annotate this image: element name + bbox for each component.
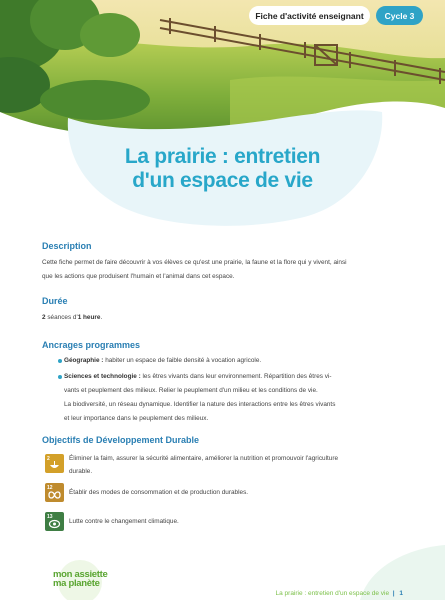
science-line-2: vants et peuplement des milieux. Relier le peuplement d'un milieu et les conditions de vie. <box>64 387 318 394</box>
anchor-geography-item <box>64 354 404 368</box>
geography-text: habiter un espace de faible densité à vocation agricole. <box>103 357 262 364</box>
bullet-icon <box>58 359 62 363</box>
footer-separator: | <box>390 590 395 597</box>
footer-title: La prairie : entretien d'un espace de vie <box>275 590 390 597</box>
sdg-item-3-text <box>69 515 405 528</box>
svg-text:12: 12 <box>47 485 53 491</box>
anchor-science-item <box>64 370 404 426</box>
goal-12-responsible-consumption-icon <box>45 483 64 502</box>
cycle-badge: Cycle 3 <box>376 6 423 25</box>
goal-2-zero-hunger-icon <box>45 454 64 473</box>
page-number: 1 <box>399 590 403 597</box>
svg-text:13: 13 <box>47 514 53 520</box>
sdg-item-2-text <box>69 486 405 499</box>
sdg-heading: Objectifs de Développement Durable <box>42 435 200 445</box>
description-line-2: que les actions que produisent l'humain et l'animal dans cet espace. <box>42 273 235 280</box>
geography-label: Géographie : <box>64 357 104 364</box>
header-illustration <box>0 0 445 240</box>
science-label: Sciences et technologie : <box>64 373 141 380</box>
duration-text-mid: séances d' <box>45 314 78 321</box>
logo-line-2: ma planète <box>53 578 100 589</box>
description-heading: Description <box>42 241 92 251</box>
page-title <box>0 145 445 193</box>
duration-hours: 1 heure <box>77 314 101 321</box>
activity-sheet-badge: Fiche d'activité enseignant <box>249 6 370 25</box>
title-line-2: d'un espace de vie <box>132 169 313 192</box>
bullet-icon <box>58 375 62 379</box>
sdg-item-3-line-1: Lutte contre le changement climatique. <box>69 518 179 525</box>
title-line-1: La prairie : entretien <box>124 145 321 168</box>
page-footer <box>276 590 404 597</box>
duration-heading: Durée <box>42 296 68 306</box>
logo-line-1: mon assiette <box>53 569 108 580</box>
duration-count: 2 <box>42 314 46 321</box>
sdg-item-2-line-1: Établir des modes de consommation et de production durables. <box>69 489 249 496</box>
science-line-1: les êtres vivants dans leur environnement. Répartition des êtres vi- <box>140 373 332 380</box>
goal-13-climate-action-icon <box>45 512 64 531</box>
sdg-item-1-line-1: Éliminer la faim, assurer la sécurité alimentaire, améliorer la nutrition et promouvoir l'agriculture <box>69 455 339 462</box>
sdg-item-1-line-2: durable. <box>69 468 93 475</box>
duration-text <box>42 311 408 325</box>
mon-assiette-ma-planete-logo <box>53 570 107 588</box>
sdg-item-1-text <box>69 452 405 478</box>
description-line-1: Cette fiche permet de faire découvrir à vos élèves ce qu'est une prairie, la faune et la flore qui y vivent, ainsi <box>42 259 347 266</box>
science-line-4: et leur importance dans le peuplement des milieux. <box>64 415 209 422</box>
svg-text:2: 2 <box>47 456 50 462</box>
anchors-heading: Ancrages programmes <box>42 340 141 350</box>
science-line-3: La biodiversité, un réseau dynamique. Identifier la nature des interactions entre les êtres vivants <box>64 401 336 408</box>
duration-text-end: . <box>100 314 103 321</box>
description-text <box>42 256 408 284</box>
